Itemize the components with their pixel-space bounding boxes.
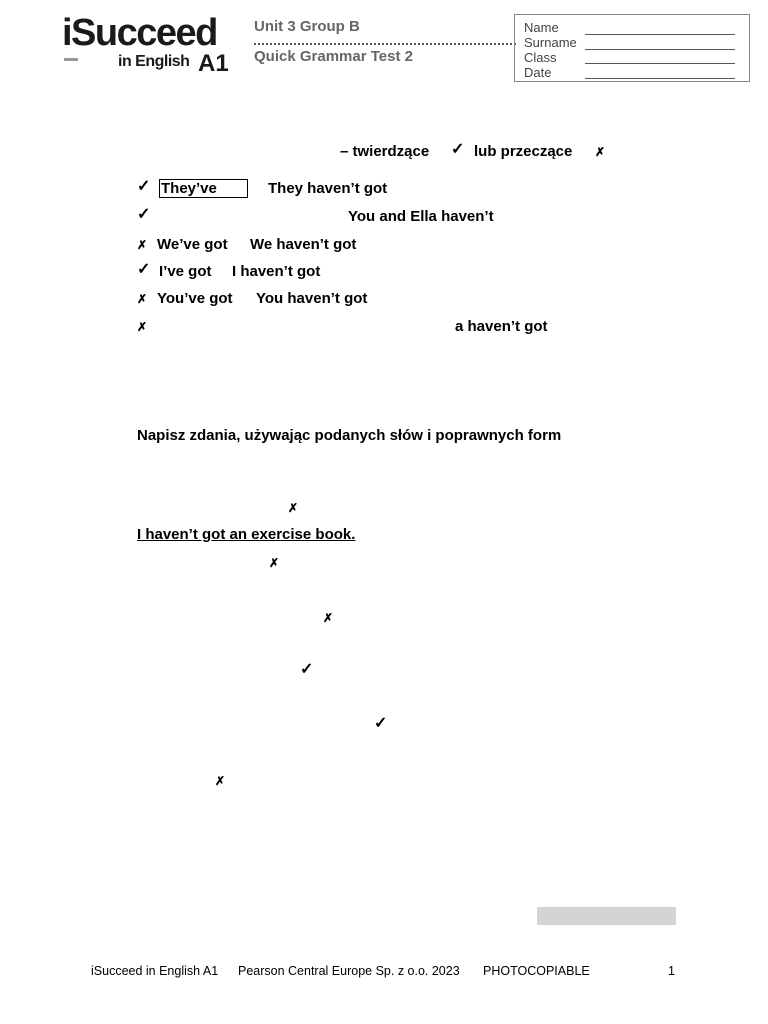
- ex2-item3-cross-icon: ✗: [323, 611, 334, 625]
- score-bar: [537, 907, 676, 925]
- ex2-example-answer: I haven’t got an exercise book.: [137, 526, 356, 543]
- ex2-item2-cross-icon: ✗: [269, 556, 280, 570]
- date-label: Date: [524, 65, 552, 80]
- row5-cross-icon: ✗: [137, 292, 148, 306]
- name-label: Name: [524, 20, 559, 35]
- row2-check-icon: ✓: [137, 206, 151, 223]
- row1-boxed-answer: They’ve: [159, 179, 248, 198]
- row5-form2: You haven’t got: [256, 290, 368, 307]
- row3-form2: We haven’t got: [250, 236, 357, 253]
- student-info-box: [514, 14, 750, 82]
- exercise2-instruction: Napisz zdania, używając podanych słów i poprawnych form: [137, 427, 562, 444]
- logo-level: A1: [198, 50, 229, 77]
- row6-answer: a haven’t got: [455, 318, 548, 335]
- check-icon: ✓: [451, 141, 465, 158]
- row2-answer: You and Ella haven’t: [348, 208, 494, 225]
- exercise1-instruction-negative: lub przeczące: [474, 143, 573, 160]
- logo-subtitle: in English: [118, 53, 190, 70]
- header-dotted-line: [254, 43, 516, 45]
- ex2-item5-check-icon: ✓: [374, 715, 388, 732]
- unit-title: Unit 3 Group B: [254, 18, 360, 35]
- row3-form1: We’ve got: [157, 236, 228, 253]
- class-field[interactable]: [585, 63, 735, 64]
- class-label: Class: [524, 50, 557, 65]
- footer-publisher: Pearson Central Europe Sp. z o.o. 2023: [238, 964, 460, 978]
- footer-notice: PHOTOCOPIABLE: [483, 964, 590, 978]
- row5-form1: You’ve got: [157, 290, 233, 307]
- page-number: 1: [668, 964, 675, 978]
- surname-label: Surname: [524, 35, 577, 50]
- date-field[interactable]: [585, 78, 735, 79]
- surname-field[interactable]: [585, 49, 735, 50]
- ex2-item6-cross-icon: ✗: [215, 774, 226, 788]
- logo-underline: [64, 58, 78, 61]
- ex2-item1-cross-icon: ✗: [288, 501, 299, 515]
- row4-form1: I’ve got: [159, 263, 212, 280]
- row1-check-icon: ✓: [137, 178, 151, 195]
- row6-cross-icon: ✗: [137, 320, 148, 334]
- row4-check-icon: ✓: [137, 261, 151, 278]
- test-title: Quick Grammar Test 2: [254, 48, 413, 65]
- exercise1-instruction-affirmative: – twierdzące: [340, 143, 430, 160]
- logo-title: iSucceed: [62, 12, 217, 54]
- cross-icon: ✗: [595, 145, 606, 159]
- name-field[interactable]: [585, 34, 735, 35]
- row4-form2: I haven’t got: [232, 263, 321, 280]
- row1-answer: They haven’t got: [268, 180, 388, 197]
- row3-cross-icon: ✗: [137, 238, 148, 252]
- footer-book: iSucceed in English A1: [91, 964, 219, 978]
- ex2-item4-check-icon: ✓: [300, 661, 314, 678]
